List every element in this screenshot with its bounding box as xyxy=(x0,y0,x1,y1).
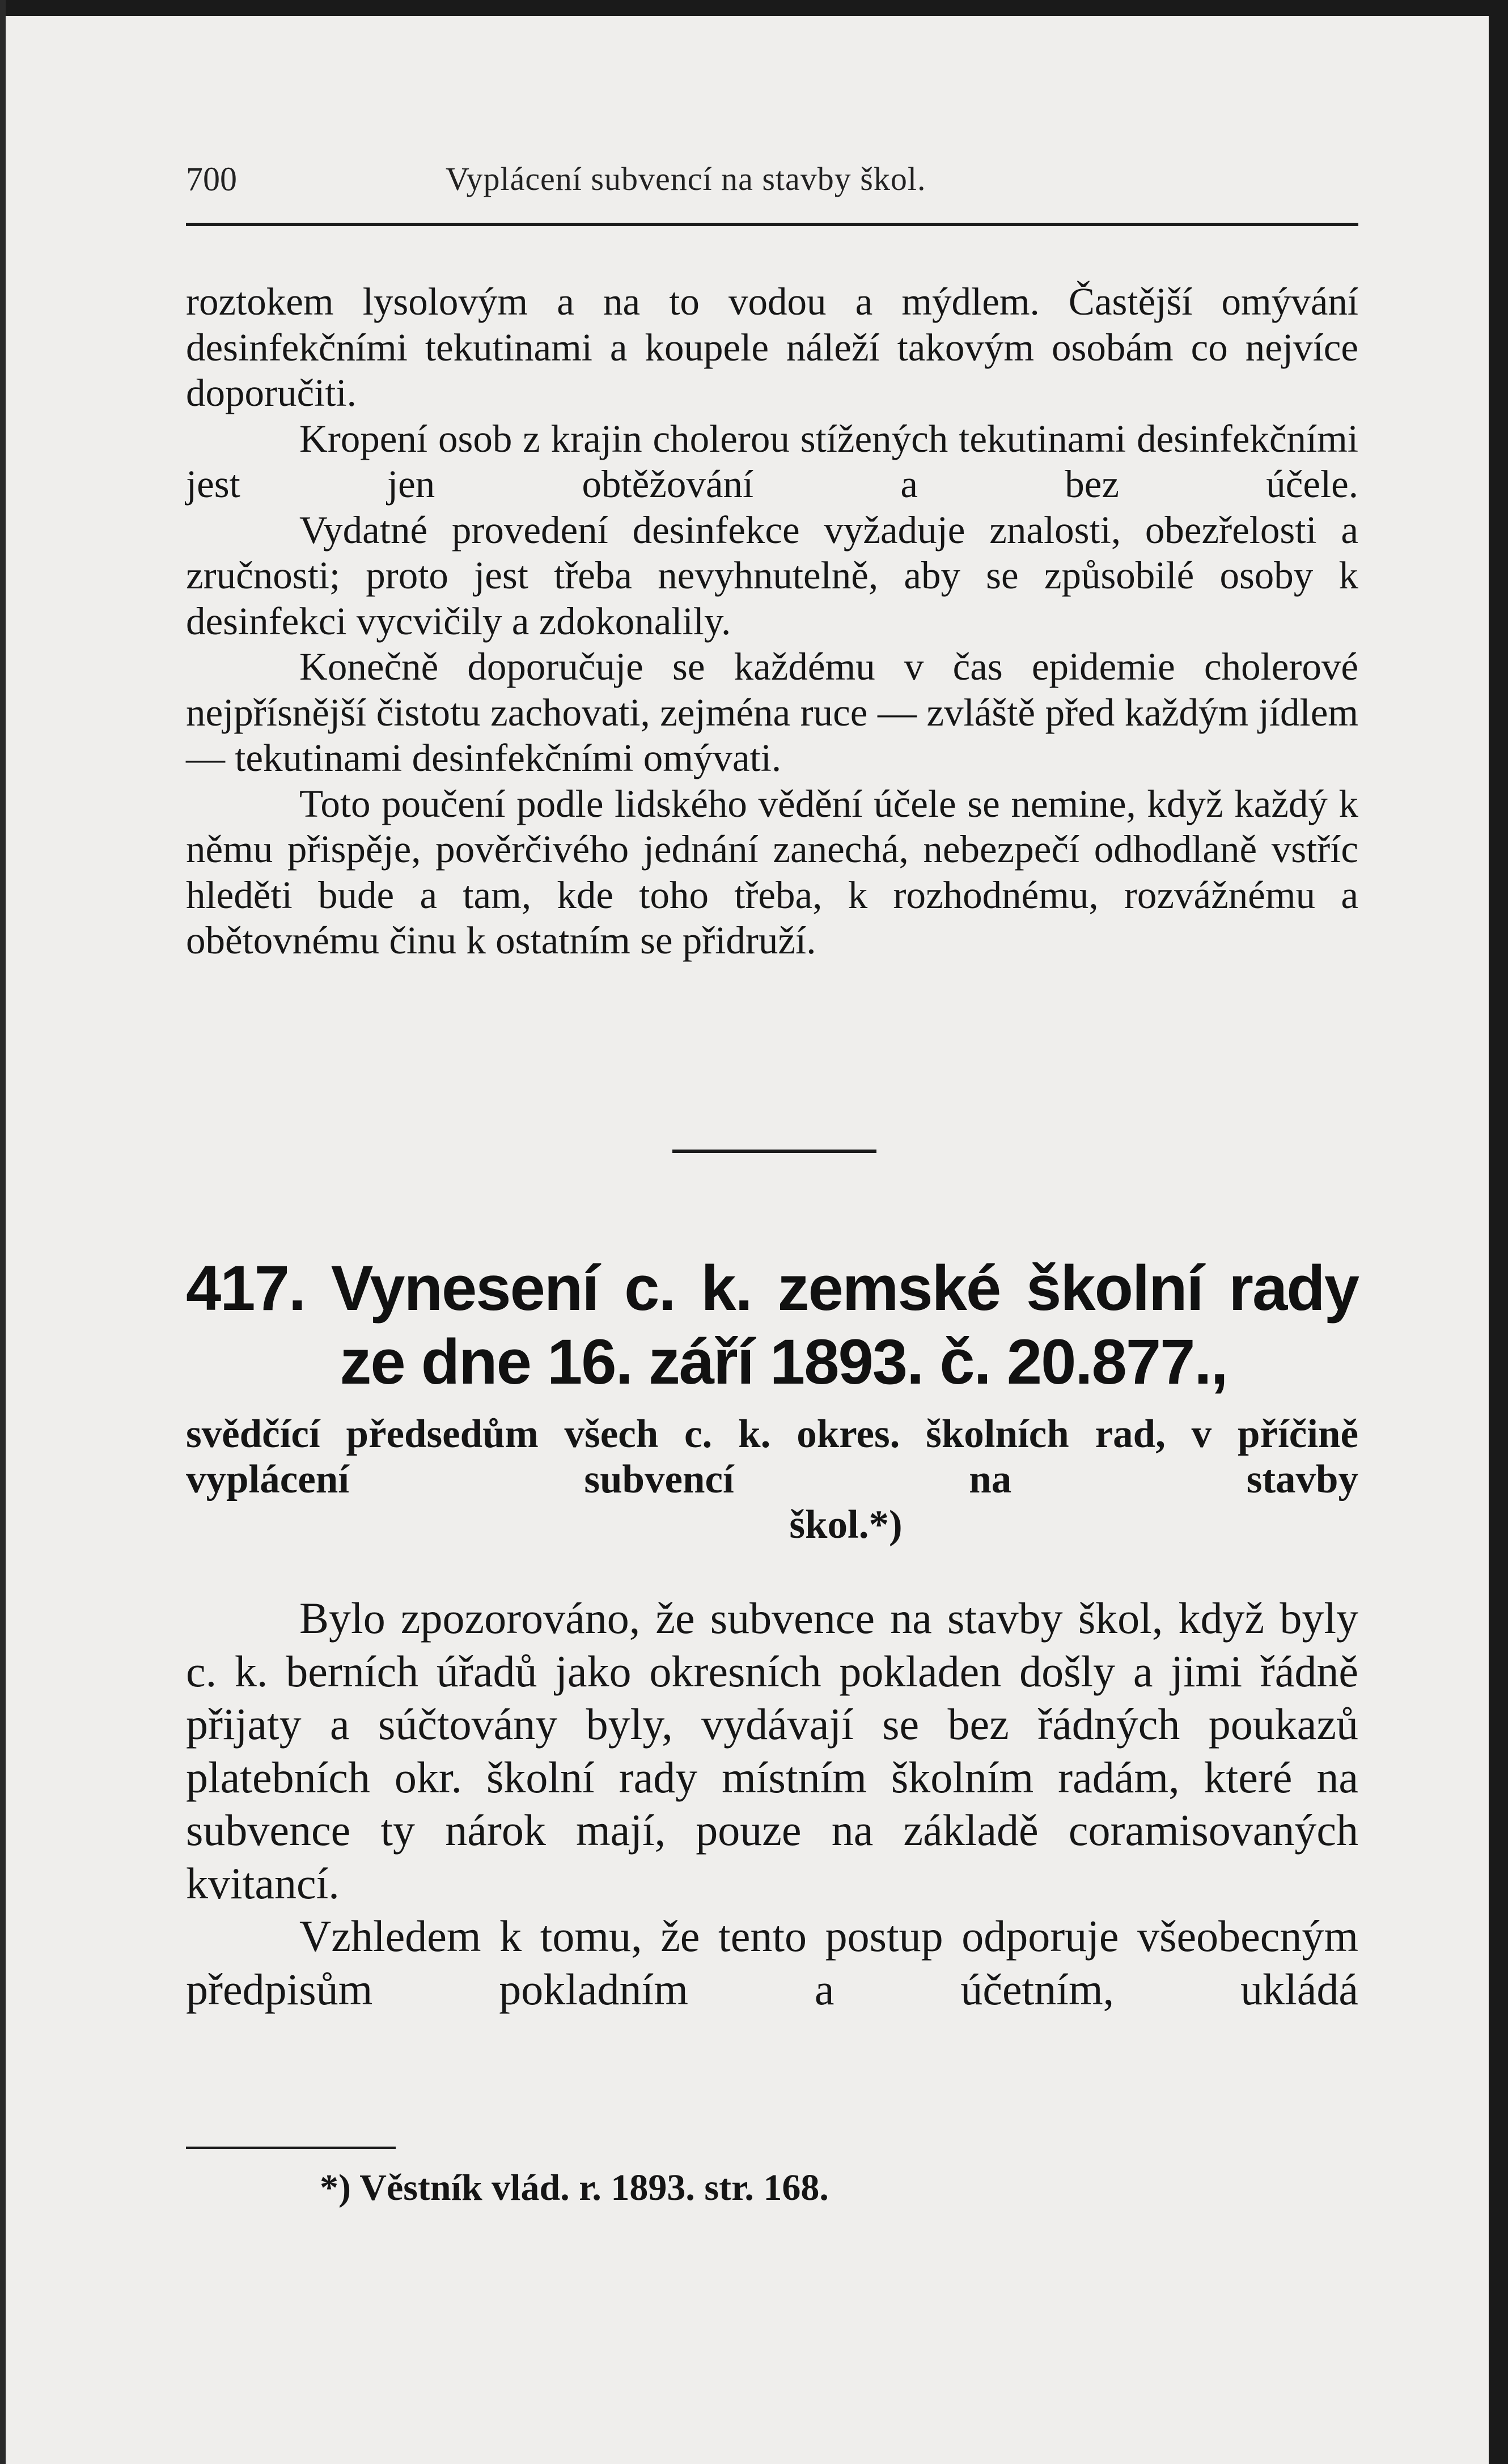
running-title: Vyplácení subvencí na stavby škol. xyxy=(446,160,926,197)
paragraph: Konečně doporučuje se každému v čas epidemie cholerové nejpřísnější čistotu zachovati, zejména ruce — zvláště před každým jídlem — tekutinami desinfekčními omývati. xyxy=(186,645,1358,779)
paragraph: Kropení osob z krajin cholerou stížených tekutinami desinfekčními jest jen obtěžování a bez účele. xyxy=(186,417,1358,506)
paragraph: Toto poučení podle lidského vědění účele se nemine, když každý k němu přispěje, pověrčivého jednání zanechá, nebezpečí odhodlaně vstříc hleděti bude a tam, kde toho třeba, k rozhodnému, rozvážnému a obětovnému činu k ostatním se přidruží. xyxy=(186,782,1358,962)
footnote: *) Věstník vlád. r. 1893. str. 168. xyxy=(320,2167,829,2208)
footnote-rule xyxy=(186,2147,396,2149)
scan-edge-top xyxy=(0,0,1508,16)
paragraph: Vzhledem k tomu, že tento postup odporuje všeobecným předpisům pokladním a účetním, ukládá xyxy=(186,1911,1358,2014)
page-header xyxy=(186,160,1358,205)
section-heading-line-2: ze dne 16. září 1893. č. 20.877., xyxy=(340,1326,1227,1397)
section-1-body xyxy=(186,279,1358,964)
paragraph: Bylo zpozorováno, že subvence na stavby škol, když byly c. k. berních úřadů jako okresních pokladen došly a jimi řádně přijaty a súčtovány byly, vydávají se bez řádných poukazů platebních okr. školní rady místním školním radám, které na subvence ty nárok mají, pouze na základě coramisovaných kvitancí. xyxy=(186,1593,1358,1908)
paragraph: Vydatné provedení desinfekce vyžaduje znalosti, obezřelosti a zručnosti; proto jest třeba nevyhnutelně, aby se způsobilé osoby k desinfekci vycvičily a zdokonalily. xyxy=(186,508,1358,643)
subheading-line-1: svědčící předsedům všech c. k. okres. školních rad, v příčině vyplácení subvencí na stavby xyxy=(186,1412,1358,1502)
header-rule xyxy=(186,223,1358,226)
subheading-line-2: škol.*) xyxy=(789,1503,903,1547)
section-heading-line-1: 417. Vynesení c. k. zemské školní rady xyxy=(186,1253,1358,1324)
page-number: 700 xyxy=(186,160,237,198)
paragraph: roztokem lysolovým a na to vodou a mýdlem. Častější omývání desinfekčními tekutinami a koupele náleží takovým osobám co nejvíce doporučiti. xyxy=(186,280,1358,414)
scan-edge-left xyxy=(0,0,6,2464)
section-2-body xyxy=(186,1592,1358,2016)
scan-edge-right xyxy=(1489,0,1508,2464)
section-subheading xyxy=(186,1411,1358,1547)
section-divider xyxy=(672,1150,876,1153)
